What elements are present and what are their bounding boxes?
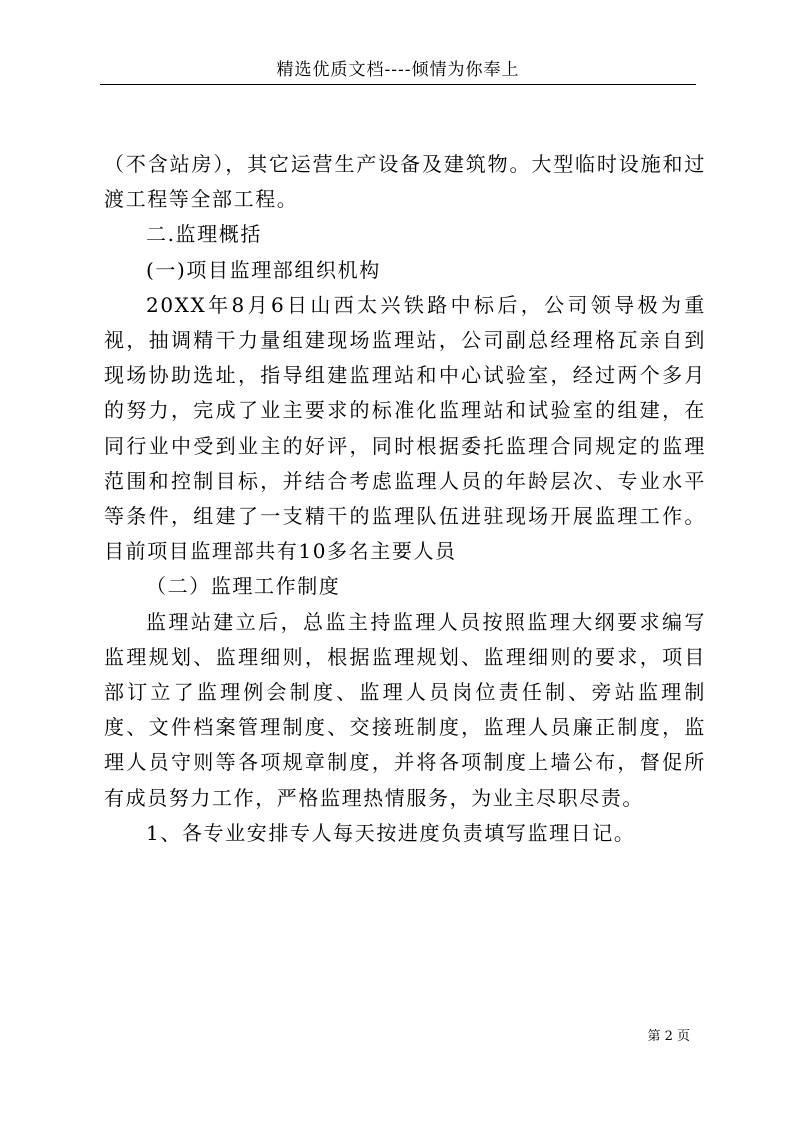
- paragraph-work-system: 监理站建立后，总监主持监理人员按照监理大纲要求编写监理规划、监理细则，根据监理规划、监理细则的要求，项目部订立了监理例会制度、监理人员岗位责任制、旁站监理制度、文件档案管理制度、交接班制度，监理人员廉正制度，监理人员守则等各项规章制度，并将各项制度上墙公布，督促所有成员努力工作，严格监理热情服务，为业主尽职尽责。: [104, 609, 706, 810]
- header-divider: [100, 84, 696, 85]
- page-number: 第 2 页: [647, 1029, 690, 1044]
- section-heading-overview: 二.监理概括: [146, 222, 262, 247]
- paragraph-organization: 20XX年8月6日山西太兴铁路中标后，公司领导极为重视，抽调精干力量组建现场监理站，公司副总经理格瓦亲自到现场协助选址，指导组建监理站和中心试验室，经过两个多月的努力，完成了业主要求的标准化监理站和试验室的组建，在同行业中受到业主的好评，同时根据委托监理合同规定的监理范围和控制目标，并结合考虑监理人员的年龄层次、专业水平等条件，组建了一支精干的监理队伍进驻现场开展监理工作。目前项目监理部共有10多名主要人员: [104, 292, 706, 564]
- paragraph-scope-continuation: （不含站房），其它运营生产设备及建筑物。大型临时设施和过渡工程等全部工程。: [104, 152, 706, 212]
- document-body: [104, 147, 706, 851]
- page-header: 精选优质文档----倾情为你奉上: [276, 60, 520, 80]
- subsection-heading-work-system: （二）监理工作制度: [146, 574, 341, 599]
- subsection-heading-organization: (一)项目监理部组织机构: [146, 257, 381, 282]
- list-item-daily-log: 1、各专业安排专人每天按进度负责填写监理日记。: [146, 820, 636, 845]
